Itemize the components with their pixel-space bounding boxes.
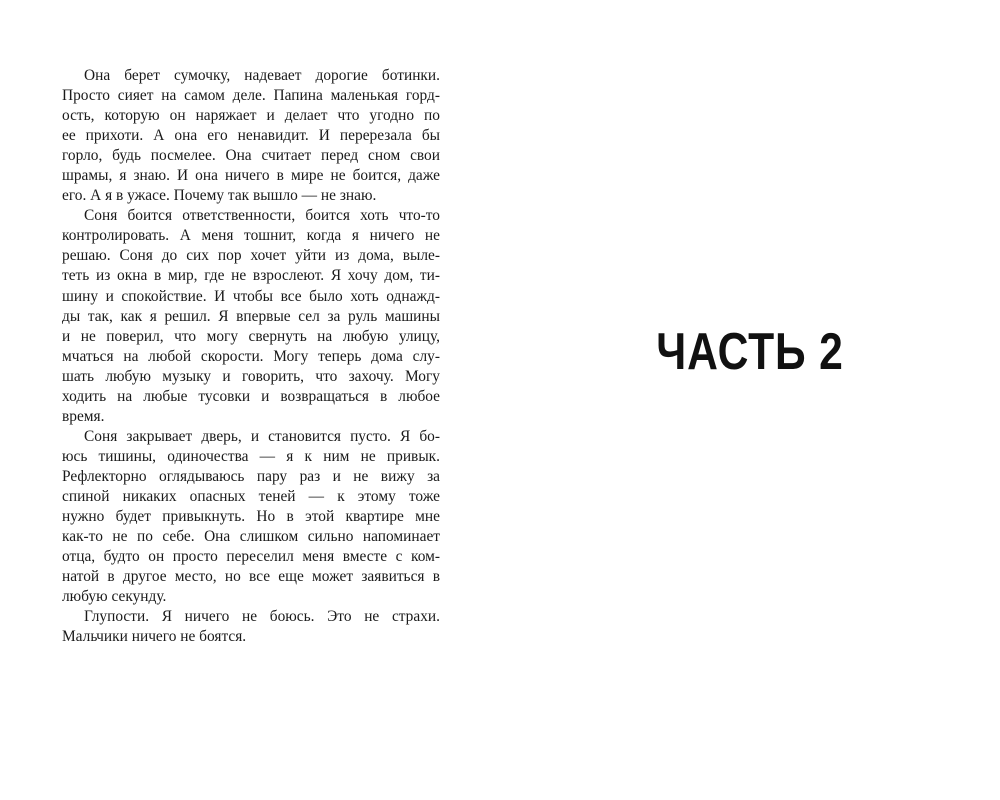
text-line: шину и спокойствие. И чтобы все было хоть однажд- (62, 287, 440, 305)
text-line: решаю. Соня до сих пор хочет уйти из дома, выле- (62, 247, 440, 265)
text-line: Она берет сумочку, надевает дорогие ботинки. (84, 67, 440, 84)
paragraph (62, 427, 440, 607)
text-line: натой в другое место, но все еще может заявиться в (62, 568, 440, 586)
text-line: время. (62, 407, 105, 425)
text-line: отца, будто он просто переселил меня вместе с ком- (62, 548, 440, 566)
text-line: спиной никаких опасных теней — к этому тоже (62, 487, 440, 505)
text-line: контролировать. А меня тошнит, когда я ничего не (62, 227, 440, 245)
text-line: ость, которую он наряжает и делает что угодно по (62, 107, 440, 125)
text-line: как-то не по себе. Она слишком сильно напоминает (62, 528, 440, 546)
text-line: шрамы, я знаю. И она ничего в мире не боится, даже (62, 167, 440, 185)
text-line: ее прихоти. А она его ненавидит. И перерезала бы (62, 127, 440, 145)
text-line: Соня закрывает дверь, и становится пусто. Я бо- (84, 427, 440, 445)
text-line: Глупости. Я ничего не боюсь. Это не страхи. (84, 608, 440, 626)
paragraph (62, 206, 440, 427)
text-line: шать любую музыку и говорить, что захочу. Могу (62, 367, 440, 385)
text-line: любую секунду. (62, 588, 167, 606)
text-line: мчаться на любой скорости. Могу теперь дома слу- (62, 347, 440, 365)
paragraph (62, 607, 440, 647)
text-line: теть из окна в мир, где не взрослеют. Я хочу дом, ти- (62, 267, 440, 285)
left-page-text (62, 66, 440, 647)
paragraph (62, 66, 440, 206)
text-line: ходить на любые тусовки и возвращаться в любое (62, 387, 440, 405)
text-line: ды так, как я решил. Я впервые сел за руль машины (62, 307, 440, 325)
part-title: ЧАСТЬ 2 (656, 323, 844, 381)
text-line: его. А я в ужасе. Почему так вышло — не знаю. (62, 187, 377, 205)
text-line: Мальчики ничего не боятся. (62, 628, 247, 646)
text-line: Рефлекторно оглядываюсь пару раз и не вижу за (62, 467, 440, 485)
text-line: нужно будет привыкнуть. Но в этой квартире мне (62, 508, 440, 526)
text-line: Просто сияет на самом деле. Папина маленькая горд- (62, 87, 440, 105)
right-page (500, 0, 1000, 800)
text-line: и не поверил, что могу свернуть на любую улицу, (62, 327, 440, 345)
text-line: Соня боится ответственности, боится хоть что-то (84, 207, 440, 225)
text-line: горло, будь посмелее. Она считает перед сном свои (62, 147, 440, 165)
text-line: юсь тишины, одиночества — я к ним не привык. (62, 447, 440, 465)
